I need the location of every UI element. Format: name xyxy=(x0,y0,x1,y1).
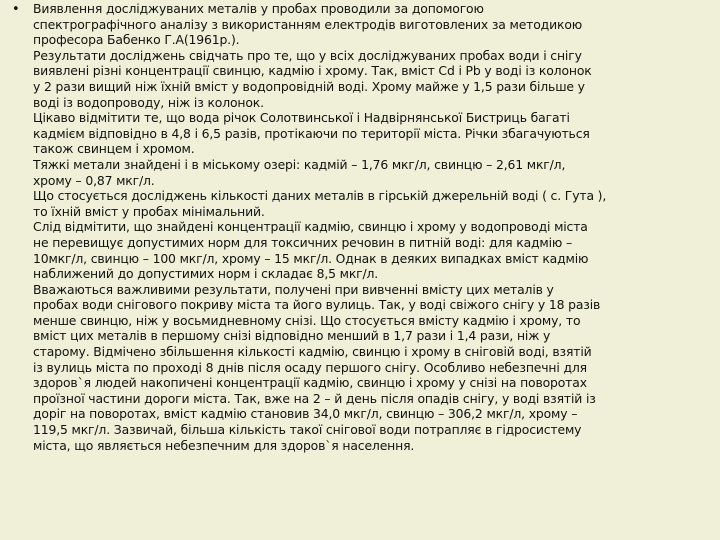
text-line: кадмієм відповідно в 4,8 і 6,5 разів, протікаючи по території міста. Річки збагачуються xyxy=(33,125,590,141)
text-line: наближений до допустимих норм і складає 8,5 мкг/л. xyxy=(33,266,379,282)
text-line: Що стосується досліджень кількості даних металів в гірській джерельній воді ( с. Гута ), xyxy=(33,188,607,204)
text-line: вміст цих металів в першому снізі відповідно менший в 1,7 рази і 1,4 рази, ніж у xyxy=(33,328,551,344)
text-line: хрому – 0,87 мкг/л. xyxy=(33,172,155,188)
bullet-marker: • xyxy=(12,2,20,17)
text-line: то їхній вміст у пробах мінімальний. xyxy=(33,203,265,219)
text-line: здоров`я людей накопичені концентрації кадмію, свинцю і хрому у снізі на поворотах xyxy=(33,375,587,391)
text-line: Цікаво відмітити те, що вода річок Солотвинської і Надвірнянської Бистриць багаті xyxy=(33,110,570,126)
text-line: міста, що являється небезпечним для здоров`я населення. xyxy=(33,437,415,453)
text-line: 10мкг/л, свинцю – 100 мкг/л, хрому – 15 мкг/л. Однак в деяких випадках вміст кадмію xyxy=(33,250,589,266)
text-line: із вулиць міста по проході 8 днів після осаду першого снігу. Особливо небезпечні для xyxy=(33,359,587,375)
text-line: Тяжкі метали знайдені і в міському озері: кадмій – 1,76 мкг/л, свинцю – 2,61 мкг/л, xyxy=(33,156,566,172)
text-line: у 2 рази вищий ніж їхній вміст у водопровідній воді. Хрому майже у 1,5 рази більше у xyxy=(33,78,585,94)
text-line: воді із водопроводу, ніж із колонок. xyxy=(33,94,264,110)
text-line: спектрографічного аналізу з використанням електродів виготовлених за методикою xyxy=(33,16,583,32)
text-line: також свинцем і хромом. xyxy=(33,141,195,157)
text-line: Вважаються важливими результати, получені при вивченні вмісту цих металів у xyxy=(33,281,554,297)
text-line: доріг на поворотах, вміст кадмію становив 34,0 мкг/л, свинцю – 306,2 мкг/л, хрому – xyxy=(33,406,578,422)
text-line: менше свинцю, ніж у восьмиднeвному снізі. Що стосується вмісту кадмію і хрому, то xyxy=(33,312,581,328)
text-line: пробах води снігового покриву міста та його вулиць. Так, у воді свіжого снігу у 18 разів xyxy=(33,297,601,313)
text-line: Результати досліджень свідчать про те, що у всіх досліджуваних пробах води і снігу xyxy=(33,47,582,63)
text-line: Слід відмітити, що знайдені концентрації кадмію, свинцю і хрому у водопроводі міста xyxy=(33,219,588,235)
slide-body-text xyxy=(33,1,713,453)
text-line: Виявлення досліджуваних металів у пробах проводили за допомогою xyxy=(33,1,484,16)
text-line: старому. Відмічено збільшення кількості кадмію, свинцю і хрому в сніговій воді, взятій xyxy=(33,344,592,360)
text-line: проїзної частини дороги міста. Так, вже на 2 – й день після опадів снігу, у воді взятій із xyxy=(33,390,596,406)
text-line: не перевищує допустимих норм для токсичних речовин в питній воді: для кадмію – xyxy=(33,234,573,250)
text-line: 119,5 мкг/л. Зазвичай, більша кількість такої снігової води потрапляє в гідросистему xyxy=(33,422,582,438)
text-line: професора Бабенко Г.А(1961р.). xyxy=(33,32,240,48)
text-line: виявлені різні концентрації свинцю, кадмію і хрому. Так, вміст Cd і Pb у воді із колонок xyxy=(33,63,592,79)
